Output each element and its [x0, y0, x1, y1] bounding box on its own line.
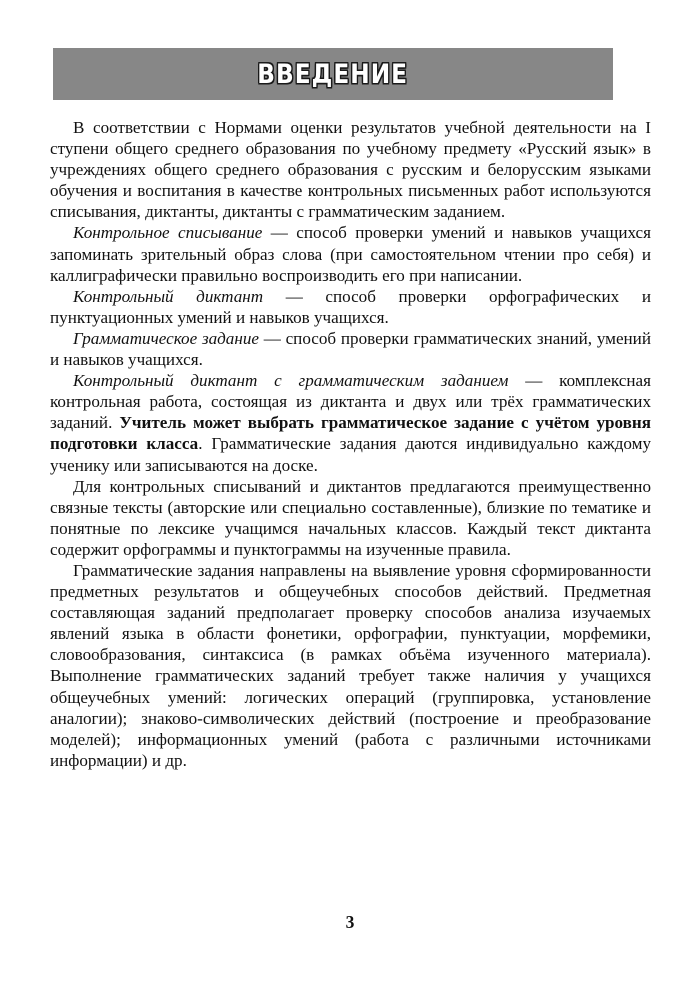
- page-title: ВВЕДЕНИЕ: [257, 58, 409, 90]
- paragraph-5-text-before-bold: — комплексная контрольная работа, состоящая из диктанта и двух или трёх грамматических заданий.: [50, 371, 651, 433]
- paragraph-6-text: Для контрольных списываний и диктантов предлагаются преимущественно связные тексты (авторские или специально составленные), близкие по тематике и понятные по лексике учащимся начальных классов. Каждый текст диктанта содержит орфограммы и пунктограммы на изученные правила.: [50, 476, 651, 559]
- term-kontrolnyy-diktant: Контрольный диктант: [73, 286, 264, 306]
- paragraph-2: [50, 222, 651, 285]
- paragraph-4-text: — способ проверки грамматических знаний, умений и навыков учащихся.: [50, 328, 651, 370]
- paragraph-7-text: Грамматические задания направлены на выявление уровня сформированности предметных результатов и общеучебных способов действий. Предметная составляющая заданий предполагает проверку способов анализа изучаемых явлений языка в области фонетики, орфографии, пунктуации, морфемики, словообразования, синтаксиса (в рамках объёма изученного материала). Выполнение грамматических заданий требует также наличия у учащихся общеучебных умений: логических операций (группировка, установление аналогии); знаково-символических действий (построение и преобразование моделей); информационных умений (работа с различными источниками информации) и др.: [50, 560, 651, 770]
- term-kontrolnyy-diktant-s-zadaniem: Контрольный диктант с грамматическим заданием: [73, 371, 509, 391]
- section-heading-banner: [53, 48, 613, 100]
- paragraph-4: [50, 328, 651, 370]
- paragraph-3-text: — способ проверки орфографических и пунктуационных умений и навыков учащихся.: [50, 286, 651, 327]
- term-kontrolnoe-spisyvanie: Контрольное списывание: [73, 223, 263, 243]
- paragraph-5-text-after-bold: . Грамматические задания даются индивидуально каждому ученику или записываются на доске.: [50, 434, 651, 475]
- paragraph-2-text: — способ проверки умений и навыков учащихся запоминать зрительный образ слова (при самостоятельном чтении про себя) и каллиграфически правильно воспроизводить его при написании.: [50, 223, 651, 285]
- paragraph-1: [50, 117, 651, 222]
- paragraph-1-text: В соответствии с Нормами оценки результатов учебной деятельности на I ступени общего среднего образования по учебному предмету «Русский язык» в учреждениях общего среднего образования с русским и белорусским языками обучения и воспитания в качестве контрольных письменных работ используются списывания, диктанты, диктанты с грамматическим заданием.: [50, 118, 651, 222]
- paragraph-7: [50, 560, 651, 771]
- paragraph-6: [50, 476, 651, 560]
- page-number: 3: [345, 912, 355, 932]
- body-text-column: [50, 117, 651, 771]
- term-grammaticheskoe-zadanie: Грамматическое задание: [73, 328, 259, 348]
- paragraph-3: [50, 286, 651, 328]
- paragraph-5: [50, 370, 651, 475]
- paragraph-5-bold-note: Учитель может выбрать грамматическое задание с учётом уровня подготовки класса: [50, 413, 651, 454]
